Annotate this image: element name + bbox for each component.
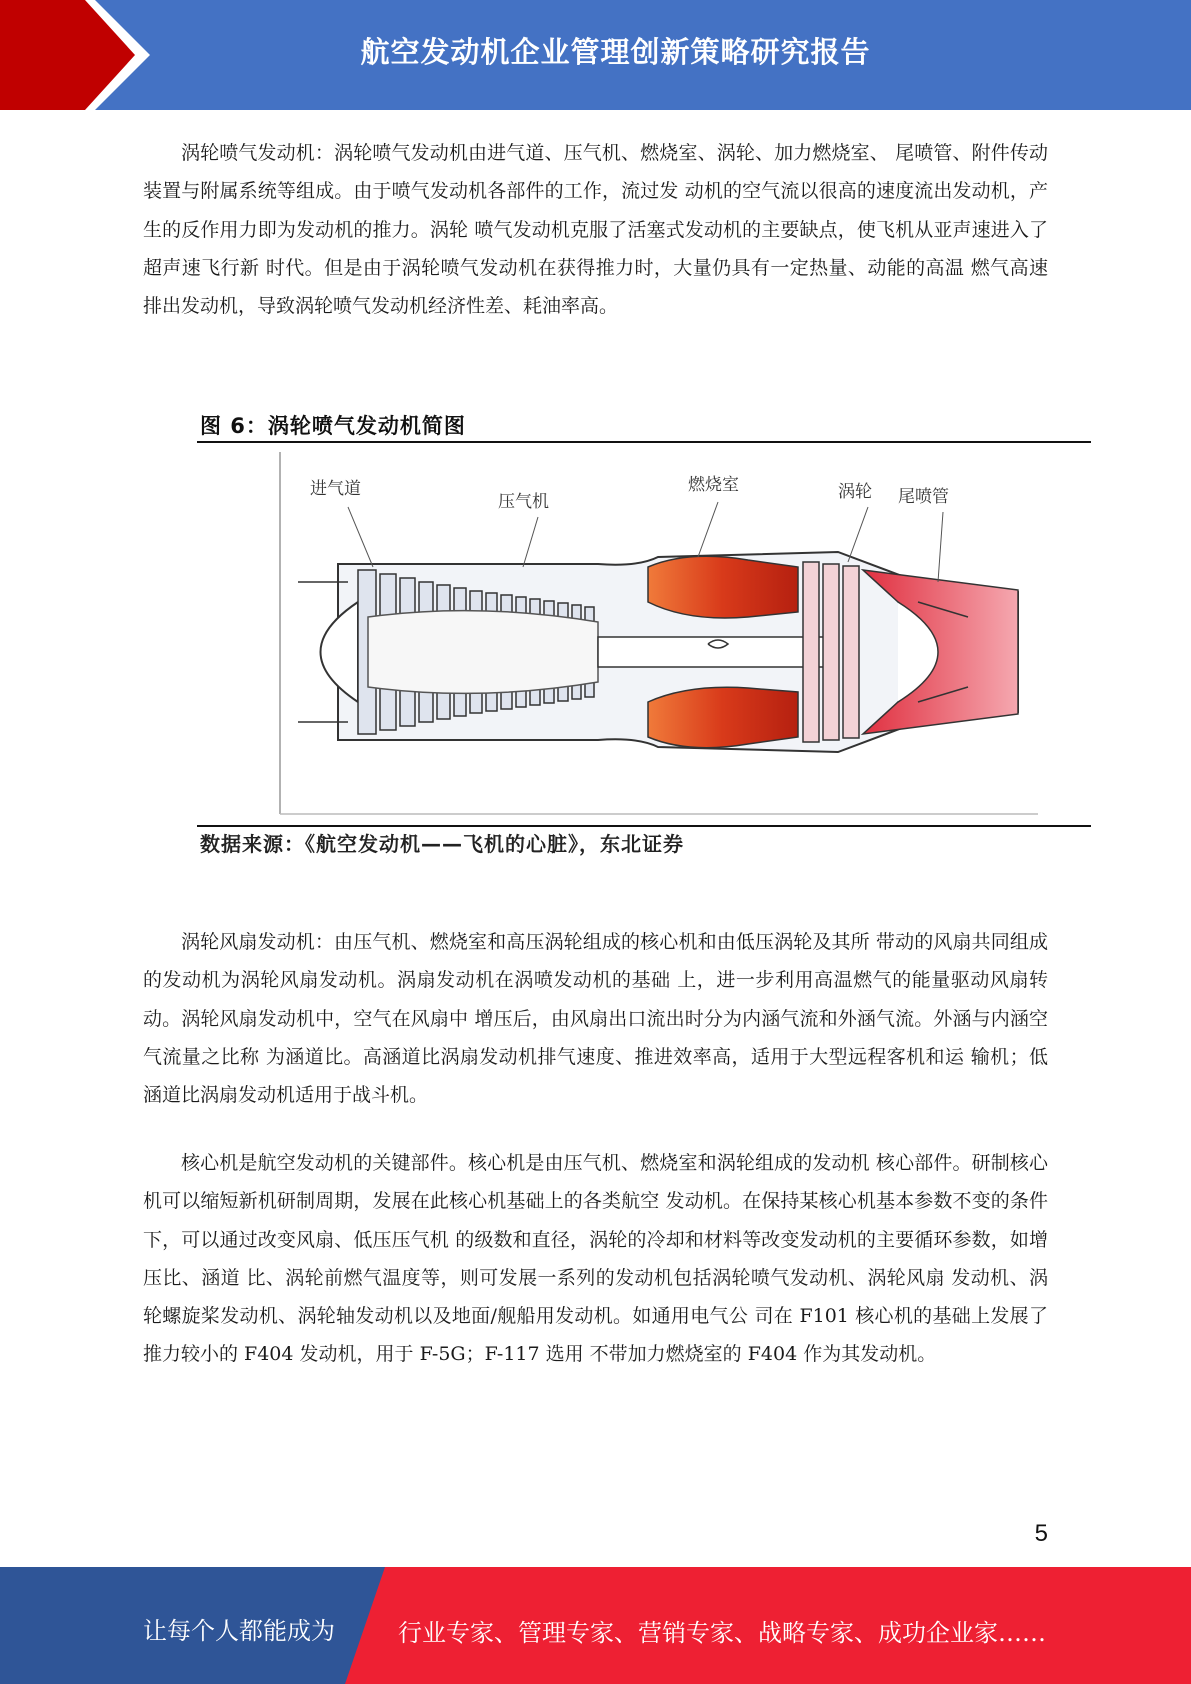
figure-bottom-rule: [197, 825, 1091, 827]
label-compressor: 压气机: [498, 492, 549, 512]
turbojet-engine-diagram: [278, 452, 1038, 818]
label-inlet: 进气道: [310, 479, 361, 499]
label-nozzle: 尾喷管: [898, 487, 949, 507]
page-header: [0, 0, 1191, 110]
label-combustor: 燃烧室: [688, 475, 739, 495]
paragraph-core-engine: 核心机是航空发动机的关键部件。核心机是由压气机、燃烧室和涡轮组成的发动机 核心部件。研制核心机可以缩短新机研制周期，发展在此核心机基础上的各类航空 发动机。在保持某核心机基本参数不变的条件下，可以通过改变风扇、低压压气机 的级数和直径，涡轮的冷却和材料等改变发动机的主要循环参数，如增压比、涵道 比、涡轮前燃气温度等，则可发展一系列的发动机包括涡轮喷气发动机、涡轮风扇 发动机、涡轮螺旋桨发动机、涡轮轴发动机以及地面/舰船用发动机。如通用电气公 司在 F101 核心机的基础上发展了推力较小的 F404 发动机，用于 F-5G；F-117 选用 不带加力燃烧室的 F404 作为其发动机。: [143, 1152, 1048, 1366]
footer-slogan-left: 让每个人都能成为: [143, 1617, 335, 1645]
paragraph-turbojet: 涡轮喷气发动机：涡轮喷气发动机由进气道、压气机、燃烧室、涡轮、加力燃烧室、 尾喷管、附件传动装置与附属系统等组成。由于喷气发动机各部件的工作，流过发 动机的空气流以很高的速度流出发动机，产生的反作用力即为发动机的推力。涡轮 喷气发动机克服了活塞式发动机的主要缺点，使飞机从亚声速进入了超声速飞行新 时代。但是由于涡轮喷气发动机在获得推力时，大量仍具有一定热量、动能的高温 燃气高速排出发动机，导致涡轮喷气发动机经济性差、耗油率高。: [143, 142, 1048, 318]
figure-title: 图 6：涡轮喷气发动机简图: [200, 414, 466, 438]
report-title: 航空发动机企业管理创新策略研究报告: [360, 35, 871, 69]
page-number: 5: [1034, 1520, 1048, 1547]
figure-top-rule: [197, 441, 1091, 443]
figure-source: 数据来源：《航空发动机——飞机的心脏》，东北证券: [200, 832, 684, 856]
paragraph-turbofan: 涡轮风扇发动机：由压气机、燃烧室和高压涡轮组成的核心机和由低压涡轮及其所 带动的风扇共同组成的发动机为涡轮风扇发动机。涡扇发动机在涡喷发动机的基础 上，进一步利用高温燃气的能量驱动风扇转动。涡轮风扇发动机中，空气在风扇中 增压后，由风扇出口流出时分为内涵气流和外涵气流。外涵与内涵空气流量之比称 为涵道比。高涵道比涡扇发动机排气速度、推进效率高，适用于大型远程客机和运 输机；低涵道比涡扇发动机适用于战斗机。: [143, 931, 1048, 1107]
page-footer: [0, 1567, 1191, 1684]
footer-slogan-right: 行业专家、管理专家、营销专家、战略专家、成功企业家……: [398, 1619, 1046, 1647]
label-turbine: 涡轮: [838, 482, 872, 502]
